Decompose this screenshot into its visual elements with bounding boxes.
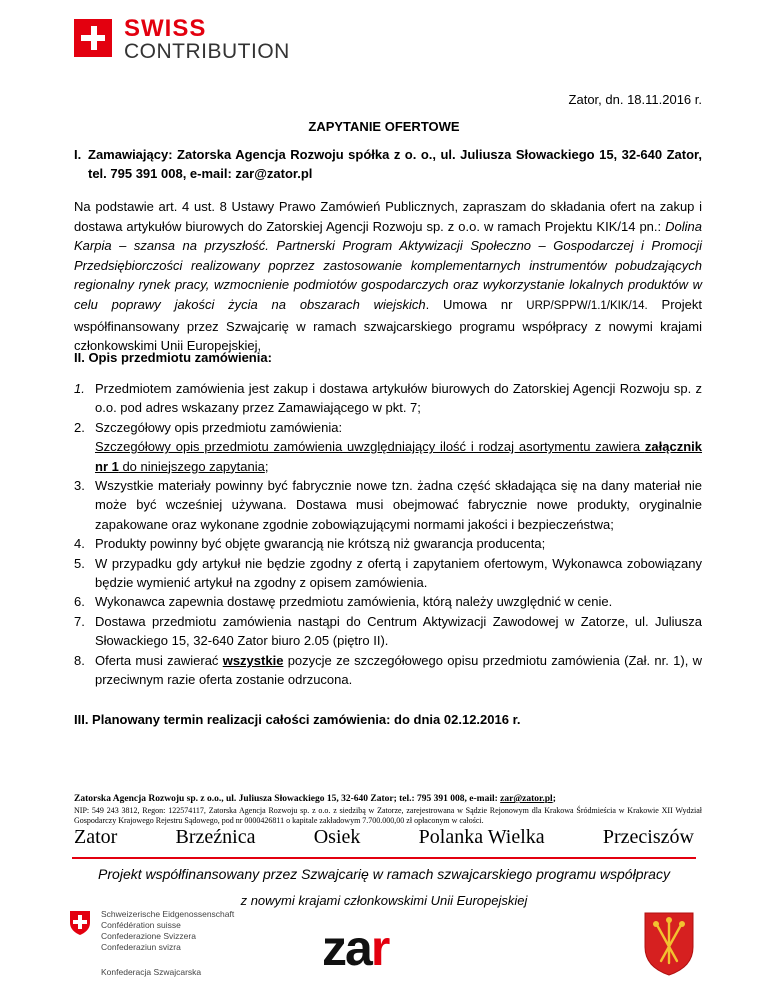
town-name: Polanka Wielka [418, 826, 545, 848]
attachment-reference: Szczegółowy opis przedmiotu zamówienia uwzględniający ilość i rodzaj asortymentu zawiera załącznik nr 1 do niniejszego zapytania [95, 439, 702, 474]
attachment-link[interactable]: załącznik nr 1 [95, 439, 702, 474]
project-cofinancing-line1: Projekt współfinansowany przez Szwajcarię w ramach szwajcarskiego programu współpracy [98, 866, 670, 882]
footer-contact-line: Zatorska Agencja Rozwoju sp. z o.o., ul. Juliusza Słowackiego 15, 32-640 Zator; tel.: 795 391 008, e-mail: zar@zator.pl; [74, 794, 556, 804]
order-description-list [74, 379, 702, 690]
list-item: 4. Produkty powinny być objęte gwarancją nie krótszą niż gwarancja producenta; [74, 536, 546, 552]
intro-part3: Projekt współfinansowany przez Szwajcarię w ramach szwajcarskiego programu współpracy z nowymi krajami członkowskimi Unii Europejskiej, [74, 296, 702, 354]
logo-swiss-text: SWISS [124, 15, 207, 42]
intro-part2: . Umowa nr [425, 296, 527, 312]
towns-row [74, 826, 694, 849]
footer-email-link[interactable]: zar@zator.pl [500, 794, 553, 804]
document-title: ZAPYTANIE OFERTOWE [308, 119, 460, 134]
list-item: 1. Przedmiotem zamówienia jest zakup i dostawa artykułów biurowych do Zatorskiej Agencji Rozwoju sp. z o.o. pod adres wskazany przez Zamawiającego w pkt. 7; [74, 381, 702, 416]
section-1-orderer [74, 145, 702, 183]
project-cofinancing-line2: z nowymi krajami członkowskimi Unii Europejskiej [240, 893, 528, 908]
intro-paragraph [74, 197, 702, 356]
list-item: 8. Oferta musi zawierać wszystkie pozycje ze szczegółowego opisu przedmiotu zamówienia (Zał. nr. 1), w przeciwnym razie oferta zostanie odrzucona. [74, 652, 702, 688]
confederation-polish-name: Konfederacja Szwajcarska [101, 967, 202, 977]
project-title: Dolina Karpia – szansa na przyszłość. Partnerski Program Aktywizacji Społeczno – Gospodarczej i Promocji Przedsiębiorczości realizowany poprzez zastosowanie komplementarnych instrumentów pobudzających regionalny rynek pracy, wzmocnienie podmiotów gospodarczych oraz wykorzystanie lokalnych produktów w celu poprawy jakości życia na obszarach wiejskich [74, 218, 702, 312]
zar-logo-text: zar [322, 920, 389, 976]
list-item: 7. Dostawa przedmiotu zamówienia nastąpi do Centrum Aktywizacji Zawodowej w Zatorze, ul. Juliusza Słowackiego 15, 32-640 Zator biuro 2.05 (piętro II). [74, 613, 702, 649]
emphasis-all: wszystkie [222, 652, 284, 668]
list-item: 5. W przypadku gdy artykuł nie będzie zgodny z ofertą i zapytaniem ofertowym, Wykonawca zobowiązany będzie wymienić artykuł na zgodny z opisem zamówienia. [74, 555, 702, 591]
section-1-number: I. [74, 147, 82, 162]
zar-logo [322, 920, 388, 976]
swiss-cross-horizontal [81, 35, 105, 41]
section-2-heading: II. Opis przedmiotu zamówienia: [74, 350, 272, 365]
swiss-confederation-shield-icon [69, 910, 91, 936]
section-1-text: Zamawiający: Zatorska Agencja Rozwoju spółka z o. o., ul. Juliusza Słowackiego 15, 32-640 Zator, tel. 795 391 008, e-mail: zar@zator.pl [88, 147, 702, 181]
town-name: Osiek [313, 826, 361, 848]
town-name: Przeciszów [602, 826, 694, 848]
logo-contribution-text: CONTRIBUTION [124, 40, 290, 63]
intro-part1: Na podstawie art. 4 ust. 8 Ustawy Prawo Zamówień Publicznych, zapraszam do składania ofert na zakup i dostawa artykułów biurowych do Zatorskiej Agencji Rozwoju sp. z o.o. w ramach Projektu KIK/14 pn.: [74, 199, 702, 234]
list-item: 6. Wykonawca zapewnia dostawę przedmiotu zamówienia, którą należy uwzględnić w cenie. [74, 594, 613, 610]
zator-coat-of-arms-icon [643, 911, 695, 977]
confederation-names: Schweizerische Eidgenossenschaft Confédération suisse Confederazione Svizzera Confederaziun svizra [101, 909, 235, 952]
footer-divider [72, 857, 696, 859]
contract-number: URP/SPPW/1.1/KIK/14. [526, 299, 648, 312]
list-item: 2. Szczegółowy opis przedmiotu zamówienia: Szczegółowy opis przedmiotu zamówienia uwzględniający ilość i rodzaj asortymentu zawiera załącznik nr 1 do niniejszego zapytania; [74, 419, 702, 474]
town-name: Brzeźnica [175, 826, 256, 848]
town-name: Zator [74, 826, 118, 848]
footer-registration-line: NIP: 549 243 3812, Regon: 122574117, Zatorska Agencja Rozwoju sp. z o.o. z siedzibą w Zatorze, zarejestrowana w Sądzie Rejonowym dla Krakowa Śródmieścia w Krakowie XII Wydział Gospodarczy Krajowego Rejestru Sądowego, pod nr 0000426811 o kapitale zakładowym 7.700.000,00 zł opłaconym w całości. [74, 806, 702, 825]
section-3-deadline: III. Planowany termin realizacji całości zamówienia: do dnia 02.12.2016 r. [74, 712, 521, 727]
document-date: Zator, dn. 18.11.2016 r. [568, 92, 702, 107]
list-item: 3. Wszystkie materiały powinny być fabrycznie nowe tzn. żadna część składająca się na dany materiał nie może być wcześniej używana. Dostawa musi obejmować fabrycznie nowe produkty, oryginalnie zapakowane oraz wykonane zgodnie zobowiązującymi normami jakości i bezpieczeństwa; [74, 478, 702, 532]
